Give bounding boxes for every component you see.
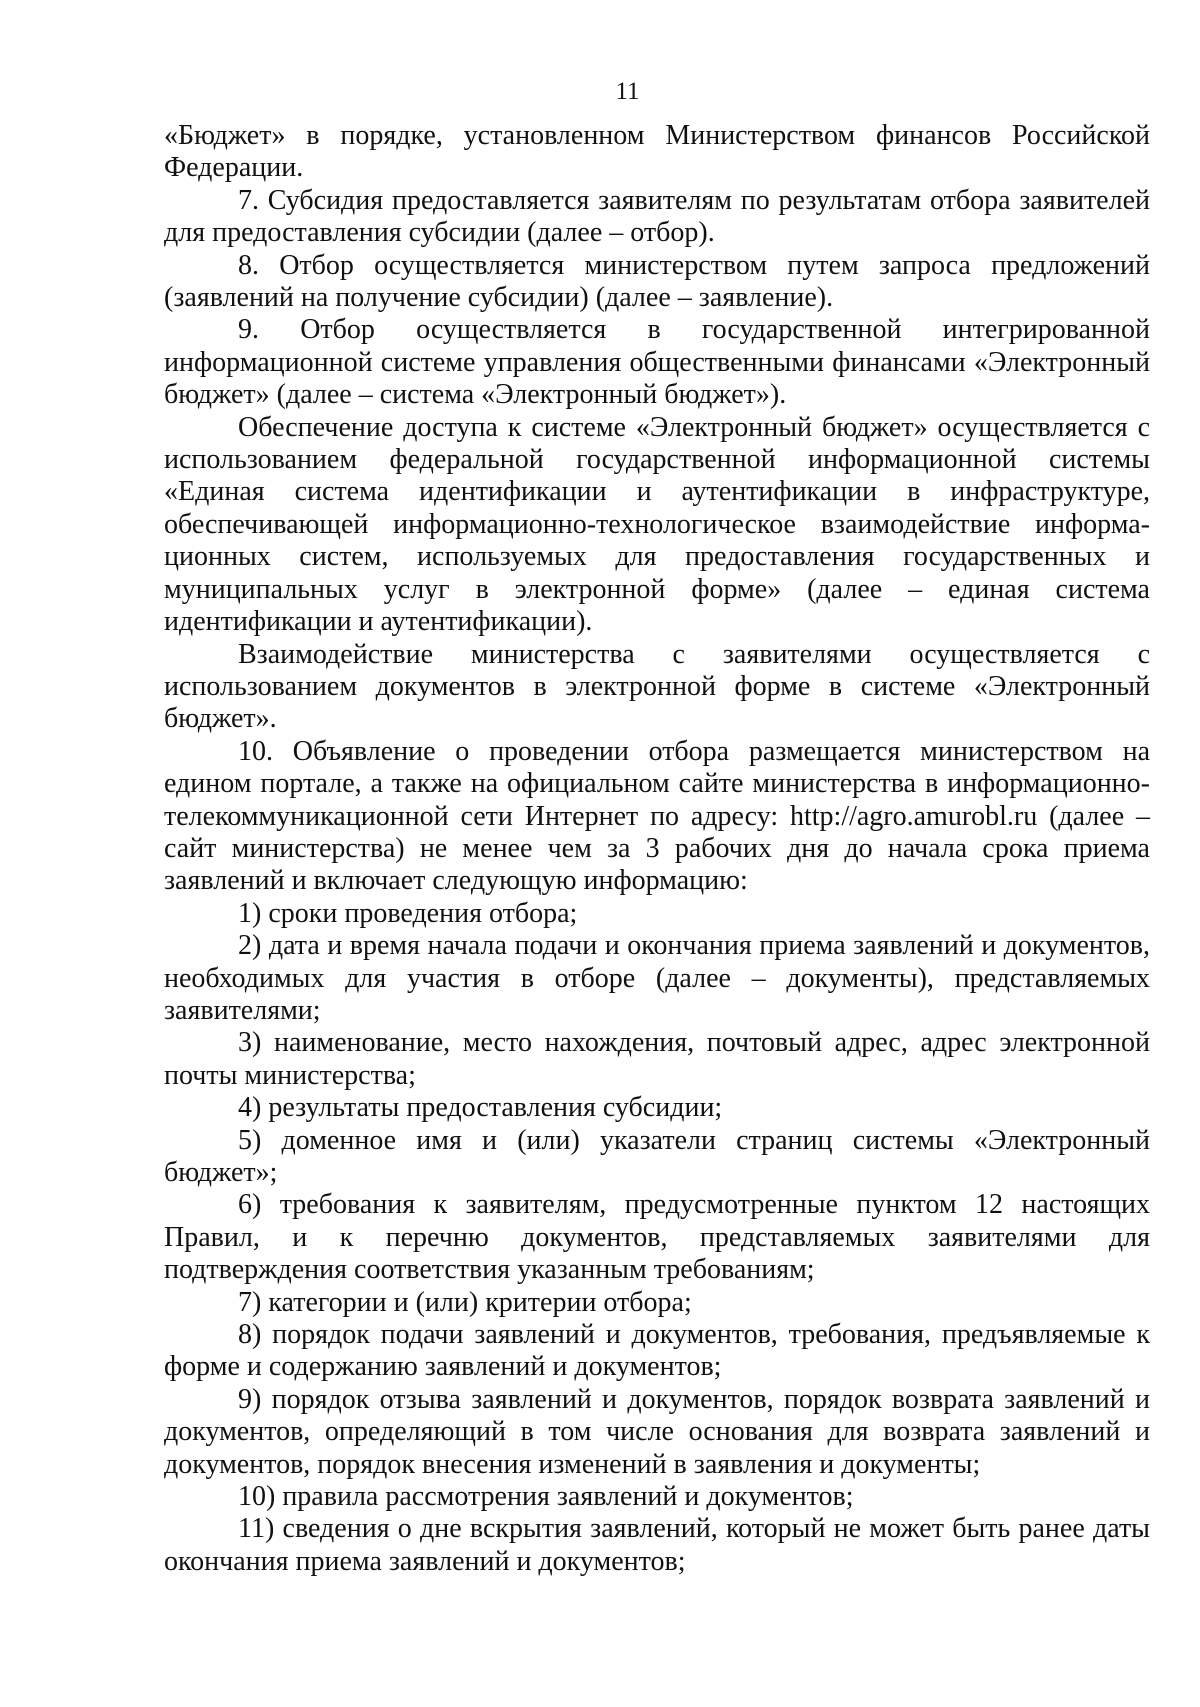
list-item: 9) порядок отзыва заявлений и документов, порядок возврата заявлений и документов, определяющий в том числе основания для возврата заявлений и документов, порядок внесения изменений в заявления и документы; [164, 1383, 1150, 1480]
list-item: 10) правила рассмотрения заявлений и документов; [238, 1481, 854, 1513]
paragraph: «Бюджет» в порядке, установленном Министерством финансов Российской Федерации. [164, 120, 1150, 184]
paragraph: 7. Субсидия предоставляется заявителям по результатам отбора заявителей для предоставления субсидии (далее – отбор). [164, 184, 1150, 249]
paragraph: 10. Объявление о проведении отбора размещается министерством на едином портале, а также на официальном сайте министерства в информационно-телекоммуникационной сети Интернет по адресу: http://agro.amurobl.ru (далее – сайт министерства) не менее чем за 3 рабочих дня до начала срока приема заявлений и включает следующую информацию: [164, 735, 1150, 897]
list-item: 4) результаты предоставления субсидии; [238, 1092, 723, 1124]
paragraph: Обеспечение доступа к системе «Электронный бюджет» осуществляется с использованием федеральной государственной информационной системы «Единая система идентификации и аутентификации в инфраструктуре, обеспечивающей информационно-технологическое взаимодействие информационных систем, используемых для предоставления государственных и муниципальных услуг в электронной форме» (далее – единая система идентификации и аутентификации). [164, 411, 1150, 638]
list-item: 1) сроки проведения отбора; [238, 897, 578, 929]
paragraph: Взаимодействие министерства с заявителями осуществляется с использованием документов в электронной форме в системе «Электронный бюджет». [164, 638, 1150, 735]
paragraph: 9. Отбор осуществляется в государственной интегрированной информационной системе управления общественными финансами «Электронный бюджет» (далее – система «Электронный бюджет»). [164, 314, 1150, 411]
paragraph: 8. Отбор осуществляется министерством путем запроса предложений (заявлений на получение субсидии) (далее – заявление). [164, 249, 1150, 314]
list-item: 3) наименование, место нахождения, почтовый адрес, адрес электронной почты министерства; [164, 1027, 1150, 1091]
list-item: 5) доменное имя и (или) указатели страниц системы «Электронный бюджет»; [164, 1124, 1150, 1188]
document-body [164, 120, 1150, 1578]
page-number: 11 [615, 78, 640, 105]
list-item: 8) порядок подачи заявлений и документов, требования, предъявляемые к форме и содержанию заявлений и документов; [164, 1319, 1150, 1383]
list-item: 11) сведения о дне вскрытия заявлений, который не может быть ранее даты окончания приема заявлений и документов; [164, 1513, 1150, 1577]
list-item: 7) категории и (или) критерии отбора; [238, 1286, 692, 1318]
list-item: 6) требования к заявителям, предусмотренные пунктом 12 настоящих Правил, и к перечню документов, представляемых заявителями для подтверждения соответствия указанным требованиям; [164, 1189, 1150, 1286]
list-item: 2) дата и время начала подачи и окончания приема заявлений и документов, необходимых для участия в отборе (далее – документы), представляемых заявителями; [164, 930, 1150, 1026]
